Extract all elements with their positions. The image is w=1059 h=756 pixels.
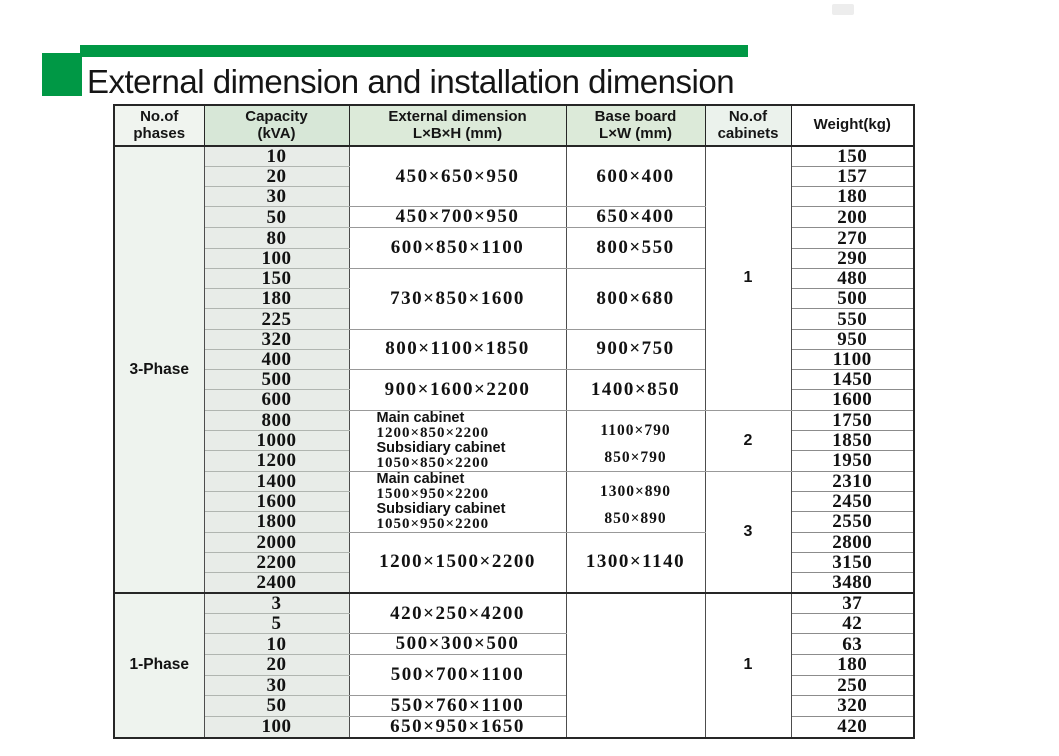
- header-base-board: [566, 105, 705, 146]
- weight-cell: 63: [791, 634, 914, 655]
- weight-cell: 157: [791, 167, 914, 187]
- weight-cell: 270: [791, 228, 914, 248]
- weight-cell: 180: [791, 187, 914, 207]
- base-board-lower-value: 850×790: [604, 449, 667, 467]
- external-dimension-cell: 800×1100×1850: [349, 329, 566, 369]
- external-dimension-cell: 550×760×1100: [349, 695, 566, 716]
- weight-cell: 180: [791, 655, 914, 675]
- capacity-cell: 400: [204, 349, 349, 369]
- header-capacity: [204, 105, 349, 146]
- base-board-cell: 900×750: [566, 329, 705, 369]
- base-board-upper-value: 1300×890: [599, 483, 672, 501]
- capacity-cell: 1600: [204, 491, 349, 511]
- external-dimension-cell: 500×700×1100: [349, 655, 566, 695]
- decorative-gray-mark: [832, 4, 854, 15]
- external-dimension-cell: 900×1600×2200: [349, 370, 566, 410]
- cabinet-count-cell: 2: [705, 410, 791, 471]
- external-dimension-cell: 600×850×1100: [349, 228, 566, 268]
- phase-group-1phase: 1-Phase: [114, 593, 204, 738]
- external-dimension-cell: 450×700×950: [349, 207, 566, 228]
- weight-cell: 42: [791, 614, 914, 634]
- accent-bar: [80, 45, 748, 57]
- capacity-cell: 30: [204, 675, 349, 695]
- base-board-cell: 800×680: [566, 268, 705, 329]
- header-line: cabinets: [717, 124, 779, 142]
- table-row: [114, 695, 914, 716]
- weight-cell: 500: [791, 289, 914, 309]
- external-dimension-cell: 650×950×1650: [349, 716, 566, 738]
- weight-cell: 1950: [791, 451, 914, 471]
- base-board-cell: 600×400: [566, 146, 705, 207]
- table-row: [114, 410, 914, 430]
- external-dimension-cell: 730×850×1600: [349, 268, 566, 329]
- base-board-cell: 1400×850: [566, 370, 705, 410]
- capacity-cell: 80: [204, 228, 349, 248]
- subsidiary-cabinet-dimension: 1050×850×2200: [376, 454, 490, 471]
- external-dimension-cell: 450×650×950: [349, 146, 566, 207]
- base-board-cell: 1300×1140: [566, 532, 705, 593]
- external-dimension-cell: [349, 471, 566, 532]
- header-line: (kVA): [257, 124, 296, 142]
- base-board-cell: [566, 471, 705, 532]
- cabinet-count-cell: 1: [705, 593, 791, 738]
- header-line: L×B×H (mm): [412, 124, 503, 142]
- header-line: No.of: [728, 107, 768, 125]
- capacity-cell: 10: [204, 634, 349, 655]
- capacity-cell: 1000: [204, 430, 349, 450]
- header-line: L×W (mm): [599, 124, 672, 142]
- header-line: External dimension: [388, 107, 527, 125]
- table-row: [114, 634, 914, 655]
- capacity-cell: 600: [204, 390, 349, 410]
- header-line: phases: [133, 124, 186, 142]
- header-weight: [791, 105, 914, 146]
- main-cabinet-label: Main cabinet: [376, 410, 465, 426]
- table-row: [114, 471, 914, 491]
- weight-cell: 3150: [791, 552, 914, 572]
- capacity-cell: 150: [204, 268, 349, 288]
- header-line: Base board: [594, 107, 677, 125]
- capacity-cell: 50: [204, 207, 349, 228]
- weight-cell: 320: [791, 695, 914, 716]
- header-no-of-phases: [114, 105, 204, 146]
- capacity-cell: 1400: [204, 471, 349, 491]
- header-line: Capacity: [245, 107, 308, 125]
- weight-cell: 2800: [791, 532, 914, 552]
- weight-cell: 480: [791, 268, 914, 288]
- external-dimension-cell: 1200×1500×2200: [349, 532, 566, 593]
- weight-cell: 950: [791, 329, 914, 349]
- base-board-cell: [566, 410, 705, 471]
- weight-cell: 1600: [791, 390, 914, 410]
- accent-square: [42, 53, 82, 96]
- table-row: [114, 207, 914, 228]
- capacity-cell: 50: [204, 695, 349, 716]
- capacity-cell: 20: [204, 167, 349, 187]
- weight-cell: 550: [791, 309, 914, 329]
- table-row: [114, 370, 914, 390]
- main-cabinet-dimension: 1500×950×2200: [376, 485, 490, 502]
- weight-cell: 150: [791, 146, 914, 167]
- weight-cell: 37: [791, 593, 914, 614]
- table-row: [114, 228, 914, 248]
- capacity-cell: 180: [204, 289, 349, 309]
- subsidiary-cabinet-dimension: 1050×950×2200: [376, 515, 490, 532]
- capacity-cell: 30: [204, 187, 349, 207]
- table-row: [114, 329, 914, 349]
- external-dimension-cell: 420×250×4200: [349, 593, 566, 634]
- header-line: No.of: [140, 107, 179, 125]
- subsidiary-cabinet-label: Subsidiary cabinet: [376, 500, 506, 517]
- header-no-of-cabinets: [705, 105, 791, 146]
- weight-cell: 1450: [791, 370, 914, 390]
- capacity-cell: 10: [204, 146, 349, 167]
- weight-cell: 3480: [791, 573, 914, 594]
- header-line: Weight(kg): [813, 116, 891, 134]
- capacity-cell: 320: [204, 329, 349, 349]
- table-row: [114, 146, 914, 167]
- external-dimension-cell: 500×300×500: [349, 634, 566, 655]
- external-dimension-cell: [349, 410, 566, 471]
- main-cabinet-dimension: 1200×850×2200: [376, 424, 490, 441]
- capacity-cell: 5: [204, 614, 349, 634]
- dimension-table: [113, 104, 915, 739]
- weight-cell: 200: [791, 207, 914, 228]
- capacity-cell: 100: [204, 248, 349, 268]
- weight-cell: 2450: [791, 491, 914, 511]
- base-board-cell-empty: [566, 593, 705, 738]
- capacity-cell: 3: [204, 593, 349, 614]
- table-row: [114, 655, 914, 675]
- capacity-cell: 500: [204, 370, 349, 390]
- cabinet-count-cell: 3: [705, 471, 791, 593]
- capacity-cell: 225: [204, 309, 349, 329]
- weight-cell: 2550: [791, 512, 914, 532]
- table-row: [114, 268, 914, 288]
- base-board-cell: 650×400: [566, 207, 705, 228]
- capacity-cell: 20: [204, 655, 349, 675]
- weight-cell: 250: [791, 675, 914, 695]
- table-row: [114, 593, 914, 614]
- base-board-cell: 800×550: [566, 228, 705, 268]
- main-cabinet-label: Main cabinet: [376, 471, 465, 487]
- capacity-cell: 800: [204, 410, 349, 430]
- weight-cell: 1750: [791, 410, 914, 430]
- capacity-cell: 1200: [204, 451, 349, 471]
- phase-group-3phase: 3-Phase: [114, 146, 204, 593]
- table-row: [114, 716, 914, 738]
- header-external-dimension: [349, 105, 566, 146]
- weight-cell: 2310: [791, 471, 914, 491]
- capacity-cell: 2400: [204, 573, 349, 594]
- cabinet-count-cell: 1: [705, 146, 791, 410]
- weight-cell: 420: [791, 716, 914, 738]
- capacity-cell: 2000: [204, 532, 349, 552]
- capacity-cell: 1800: [204, 512, 349, 532]
- table-header-row: [114, 105, 914, 146]
- weight-cell: 1100: [791, 349, 914, 369]
- capacity-cell: 100: [204, 716, 349, 738]
- base-board-lower-value: 850×890: [604, 510, 667, 528]
- subsidiary-cabinet-label: Subsidiary cabinet: [376, 439, 506, 456]
- table-row: [114, 532, 914, 552]
- base-board-upper-value: 1100×790: [600, 422, 671, 440]
- weight-cell: 290: [791, 248, 914, 268]
- capacity-cell: 2200: [204, 552, 349, 572]
- page-title: External dimension and installation dimension: [87, 63, 735, 100]
- weight-cell: 1850: [791, 430, 914, 450]
